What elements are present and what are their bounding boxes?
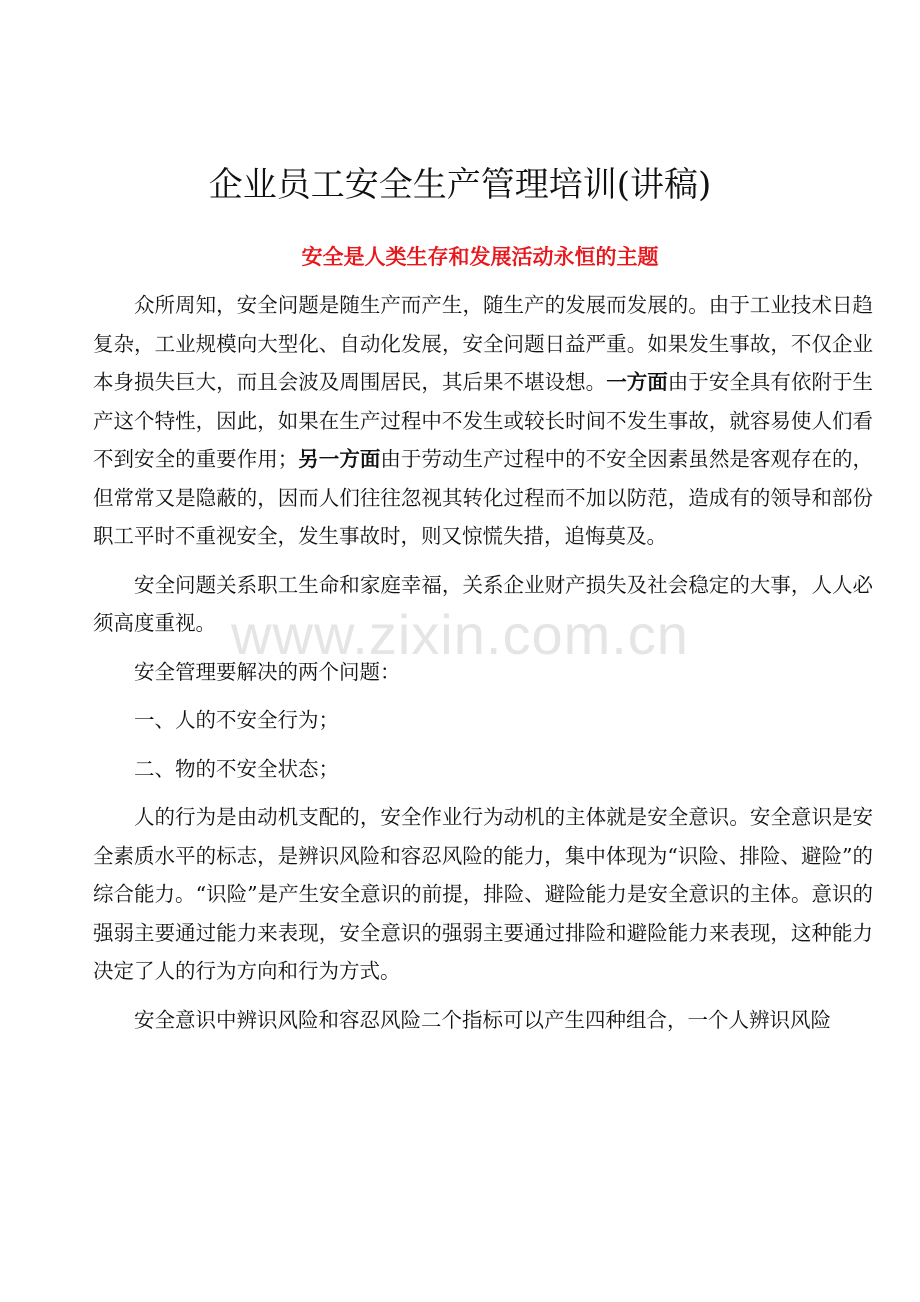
paragraph-risk-combinations: 安全意识中辨识风险和容忍风险二个指标可以产生四种组合，一个人辨识风险 bbox=[134, 1007, 831, 1032]
paragraph-two-problems: 安全管理要解决的两个问题： bbox=[134, 659, 401, 684]
document-body bbox=[93, 286, 873, 1049]
paragraph-intro-text-c: 由于安全具有依附于生产这个特性，因此，如果在生产过程中不发生或较长时间不发生事故，就容易使人们看不到安全的重要作用； bbox=[93, 370, 874, 471]
list-item-unsafe-condition: 二、物的不安全状态； bbox=[134, 756, 339, 781]
emphasis-on-the-other-hand: 另一方面 bbox=[298, 447, 381, 471]
paragraph-intro-text-d: 由于劳动生产过程中的不安全因素虽然是客观存在的，但常常又是隐蔽的，因而人们往往忽视其转化过程而不加以防范，造成有的领导和部份职工平时不重视安全，发生事故时，则又惊慌失措，追悔莫及。 bbox=[93, 447, 874, 548]
paragraph-intro-text-a: 众所周知，安全问题是随生产而产生，随生产的发展而发展的。由于工业技术日趋复杂，工业规模向大型化、自动化发展，安全问题日益严重。如果发生事故，不仅企业本身损失巨大，而且会波及周围居民，其后果不堪设想。 bbox=[93, 293, 873, 394]
list-item-unsafe-behavior: 一、人的不安全行为； bbox=[134, 708, 339, 732]
document-subtitle: 安全是人类生存和发展活动永恒的主题 bbox=[301, 244, 659, 269]
emphasis-on-one-hand: 一方面 bbox=[606, 370, 668, 394]
paragraph-importance: 安全问题关系职工生命和家庭幸福，关系企业财产损失及社会稳定的大事，人人必须高度重视。 bbox=[93, 572, 873, 635]
paragraph-intro bbox=[93, 286, 873, 556]
paragraph-safety-awareness: 人的行为是由动机支配的，安全作业行为动机的主体就是安全意识。安全意识是安全素质水平的标志，是辨识风险和容忍风险的能力，集中体现为“识险、排险、避险”的综合能力。“识险”是产生安全意识的前提，排险、避险能力是安全意识的主体。意识的强弱主要通过能力来表现，安全意识的强弱主要通过排险和避险能力来表现，这种能力决定了人的行为方向和行为方式。 bbox=[93, 805, 873, 983]
document-title: 企业员工安全生产管理培训(讲稿) bbox=[208, 165, 712, 205]
watermark: www.zixin.com.cn bbox=[231, 603, 689, 666]
